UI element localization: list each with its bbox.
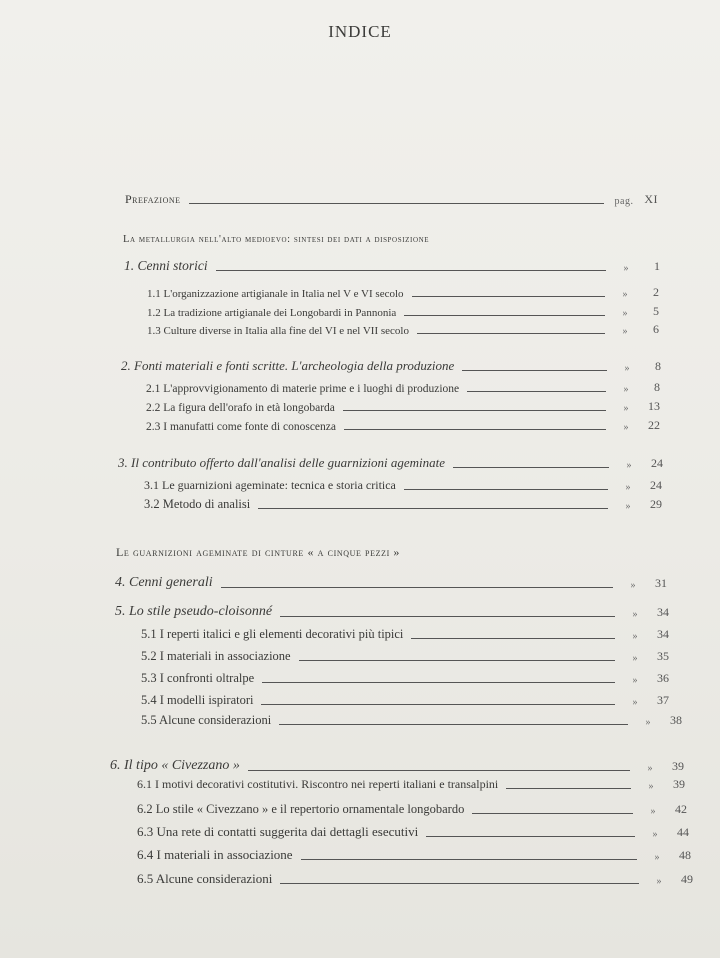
toc-label: 2. Fonti materiali e fonti scritte. L'archeologia della produzione (121, 358, 455, 373)
toc-section-3-1 (144, 478, 662, 493)
ditto-mark: » (648, 781, 654, 792)
page-number: 22 (648, 418, 660, 432)
toc-section-6-3 (137, 824, 689, 840)
toc-label: 6.2 Lo stile « Civezzano » e il repertorio ornamentale longobardo (137, 802, 465, 816)
page-number: 24 (651, 456, 663, 470)
toc-section-5-3 (141, 671, 669, 686)
toc-label: 1. Cenni storici (124, 258, 208, 273)
toc-label: 5.3 I confronti oltralpe (141, 671, 255, 685)
page-number: 8 (654, 380, 660, 394)
toc-section-6-4 (137, 847, 691, 863)
dot-leader (417, 333, 605, 334)
page-number: 44 (677, 825, 689, 839)
ditto-mark: » (623, 263, 629, 274)
page-number: 31 (655, 576, 667, 590)
dot-leader (248, 770, 630, 771)
toc-section-5-2 (141, 649, 669, 664)
toc-section-1-1 (147, 285, 659, 300)
page-number: 6 (653, 322, 659, 336)
ditto-mark: » (630, 580, 636, 591)
toc-label: 6.4 I materiali in associazione (137, 847, 293, 862)
page-number: 2 (653, 285, 659, 299)
pag-abbrev: pag. (614, 196, 634, 207)
ditto-mark: » (647, 763, 653, 774)
page-number: 29 (650, 497, 662, 511)
ditto-mark: » (632, 631, 638, 642)
dot-leader (221, 587, 613, 588)
dot-leader (404, 489, 608, 490)
toc-section-2-2 (146, 399, 660, 414)
toc-label: 6.5 Alcune considerazioni (137, 871, 273, 886)
ditto-mark: » (632, 697, 638, 708)
dot-leader (343, 410, 606, 411)
dot-leader (506, 788, 631, 789)
page-number: XI (644, 192, 658, 206)
toc-label: 1.3 Culture diverse in Italia alla fine del VI e nel VII secolo (147, 325, 409, 337)
toc-chapter-3 (118, 455, 663, 471)
page-number: 34 (657, 605, 669, 619)
toc-section-5-1 (141, 627, 669, 642)
page-number: 37 (657, 693, 669, 707)
toc-entry-preface (125, 192, 658, 207)
part-heading-2: Le guarnizioni ageminate di cinture « a cinque pezzi » (116, 545, 401, 559)
ditto-mark: » (622, 326, 628, 337)
ditto-mark: » (623, 422, 629, 433)
toc-label: 6. Il tipo « Civezzano » (110, 758, 240, 773)
toc-section-5-4 (141, 693, 669, 708)
toc-section-1-2 (147, 304, 659, 319)
ditto-mark: » (632, 609, 638, 620)
page-number: 39 (672, 759, 684, 773)
toc-section-6-1 (137, 777, 685, 792)
toc-chapter-6 (110, 758, 684, 774)
dot-leader (411, 638, 615, 639)
toc-label: 5.2 I materiali in associazione (141, 649, 291, 663)
toc-label: Prefazione (125, 192, 181, 206)
page-title: INDICE (328, 22, 392, 41)
page-number: 1 (654, 259, 660, 273)
ditto-mark: » (622, 308, 628, 319)
dot-leader (280, 883, 639, 884)
ditto-mark: » (652, 829, 658, 840)
toc-label: 3.1 Le guarnizioni ageminate: tecnica e storia critica (144, 478, 396, 492)
dot-leader (453, 467, 609, 468)
page-number: 48 (679, 848, 691, 862)
toc-label: 1.2 La tradizione artigianale dei Longobardi in Pannonia (147, 307, 397, 319)
toc-label: 3.2 Metodo di analisi (144, 497, 251, 511)
dot-leader (412, 296, 605, 297)
dot-leader (280, 616, 615, 617)
ditto-mark: » (656, 876, 662, 887)
part-heading-1: La metallurgia nell'alto medioevo: sintesi dei dati a disposizione (123, 234, 430, 245)
toc-label: 5.4 I modelli ispiratori (141, 693, 254, 707)
page-number: 39 (673, 777, 685, 791)
dot-leader (279, 724, 628, 725)
page-number: 42 (675, 802, 687, 816)
dot-leader (299, 660, 615, 661)
ditto-mark: » (623, 384, 629, 395)
page-number: 24 (650, 478, 662, 492)
ditto-mark: » (654, 852, 660, 863)
dot-leader (301, 859, 637, 860)
toc-label: 6.3 Una rete di contatti suggerita dai dettagli esecutivi (137, 824, 419, 839)
dot-leader (262, 682, 615, 683)
page-number: 49 (681, 872, 693, 886)
toc-section-3-2 (144, 497, 662, 512)
toc-chapter-1 (124, 258, 660, 274)
dot-leader (258, 508, 608, 509)
toc-chapter-4 (115, 575, 667, 591)
dot-leader (472, 813, 633, 814)
page-number: 36 (657, 671, 669, 685)
page-number: 8 (655, 359, 661, 373)
toc-section-6-5 (137, 871, 693, 887)
toc-section-6-2 (137, 802, 687, 817)
ditto-mark: » (650, 806, 656, 817)
dot-leader (261, 704, 615, 705)
ditto-mark: » (624, 363, 630, 374)
dot-leader (426, 836, 635, 837)
dot-leader (189, 203, 604, 204)
ditto-mark: » (622, 289, 628, 300)
ditto-mark: » (623, 403, 629, 414)
ditto-mark: » (632, 653, 638, 664)
page-number: 35 (657, 649, 669, 663)
toc-chapter-2 (121, 358, 661, 374)
toc-label: 6.1 I motivi decorativi costitutivi. Riscontro nei reperti italiani e transalpini (137, 777, 499, 791)
toc-section-2-3 (146, 418, 660, 433)
dot-leader (404, 315, 605, 316)
ditto-mark: » (632, 675, 638, 686)
ditto-mark: » (625, 501, 631, 512)
toc-label: 2.1 L'approvvigionamento di materie prime e i luoghi di produzione (146, 383, 460, 395)
dot-leader (462, 370, 607, 371)
toc-section-2-1 (146, 380, 660, 395)
page-number: 5 (653, 304, 659, 318)
toc-section-1-3 (147, 322, 659, 337)
page-number: 38 (670, 713, 682, 727)
toc-label: 3. Il contributo offerto dall'analisi delle guarnizioni ageminate (118, 455, 446, 470)
ditto-mark: » (645, 717, 651, 728)
toc-chapter-5 (115, 604, 669, 620)
dot-leader (216, 270, 606, 271)
page-number: 34 (657, 627, 669, 641)
toc-label: 1.1 L'organizzazione artigianale in Italia nel V e VI secolo (147, 288, 404, 300)
toc-section-5-5 (141, 713, 682, 728)
toc-label: 5. Lo stile pseudo-cloisonné (115, 604, 273, 619)
dot-leader (467, 391, 606, 392)
ditto-mark: » (626, 460, 632, 471)
ditto-mark: » (625, 482, 631, 493)
toc-label: 2.2 La figura dell'orafo in età longobarda (146, 402, 335, 414)
toc-label: 5.1 I reperti italici e gli elementi decorativi più tipici (141, 627, 404, 641)
toc-label: 4. Cenni generali (115, 575, 213, 590)
dot-leader (344, 429, 606, 430)
page-number: 13 (648, 399, 660, 413)
toc-label: 2.3 I manufatti come fonte di conoscenza (146, 421, 336, 433)
toc-label: 5.5 Alcune considerazioni (141, 713, 272, 727)
